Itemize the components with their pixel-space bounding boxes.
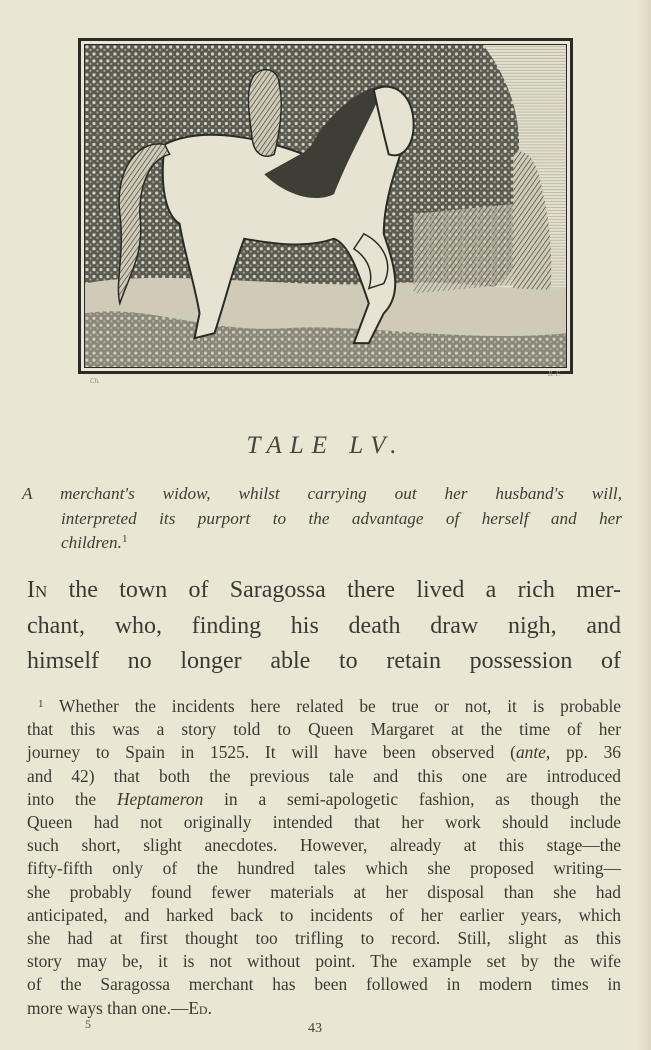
italic-ante: ante <box>515 742 546 763</box>
tale-title: TALE LV. <box>246 432 405 459</box>
footnote-line <box>27 997 621 1020</box>
footnote-line <box>27 695 621 718</box>
footnote-line-text: into the <box>27 788 117 809</box>
footnote-line-tail: in a semi-apologetic fashion, as though the <box>203 788 621 809</box>
tale-summary <box>22 482 622 556</box>
summary-line <box>22 531 622 556</box>
footnote-line: and 42) that both the previous tale and this one are introduced <box>27 765 621 786</box>
body-text <box>27 573 621 680</box>
footnote-line: story may be, it is not without point. The example set by the wife <box>27 951 621 972</box>
body-line: himself no longer able to retain possession of <box>27 648 621 674</box>
footnote-line: that this was a story told to Queen Margaret at the time of her <box>27 719 621 740</box>
engraver-mark-right: B. F. <box>548 370 561 378</box>
footnote-line: she had at first thought too trifling to record. Still, slight as this <box>27 928 621 949</box>
footnote-line: of the Saragossa merchant has been followed in modern times in <box>27 974 621 995</box>
footnote-line <box>27 741 621 764</box>
illustration-frame <box>78 38 573 374</box>
footnote-line-text: Whether the incidents here related be true or not, it is probable <box>43 696 621 716</box>
horse-and-cat-engraving <box>85 45 566 367</box>
page-edge <box>637 0 651 1050</box>
engraving <box>84 44 567 368</box>
footnote-ref[interactable]: 1 <box>121 533 128 545</box>
footnote-line: Queen had not originally intended that her work should include <box>27 812 621 833</box>
summary-line-text: children. <box>61 533 122 552</box>
editor-signature: Ed. <box>188 997 212 1018</box>
summary-line: interpreted its purport to the advantage of herself and her <box>61 508 622 528</box>
footnote-line <box>27 788 621 811</box>
footnote-line: fifty-fifth only of the hundred tales which she proposed writing— <box>27 858 621 879</box>
body-line: chant, who, finding his death draw nigh, and <box>27 612 621 639</box>
summary-line: A merchant's widow, whilst carrying out her husband's will, <box>22 484 622 503</box>
footnote-line: she probably found fewer materials at her disposal than she had <box>27 881 621 902</box>
footnote-line-tail: , pp. 36 <box>545 742 621 763</box>
footnote-marker: 1 <box>38 698 44 710</box>
footnote-line-text: journey to Spain in 1525. It will have been observed ( <box>27 742 516 763</box>
printer-signature-mark: 5 <box>85 1017 91 1031</box>
opening-smallcaps: In <box>27 577 48 603</box>
footnote-line-text: more ways than one.— <box>27 997 189 1018</box>
page-number: 43 <box>308 1021 322 1036</box>
body-line-text: the town of Saragossa there lived a rich mer- <box>47 577 621 603</box>
footnote-line: such short, slight anecdotes. However, already at this stage—the <box>27 835 621 856</box>
body-line <box>27 573 621 609</box>
engraver-mark-left: Ch. <box>90 377 100 385</box>
footnote-line: anticipated, and harked back to incidents of her earlier years, which <box>27 904 621 925</box>
footnote <box>27 695 621 1020</box>
italic-heptameron: Heptameron <box>116 788 204 809</box>
